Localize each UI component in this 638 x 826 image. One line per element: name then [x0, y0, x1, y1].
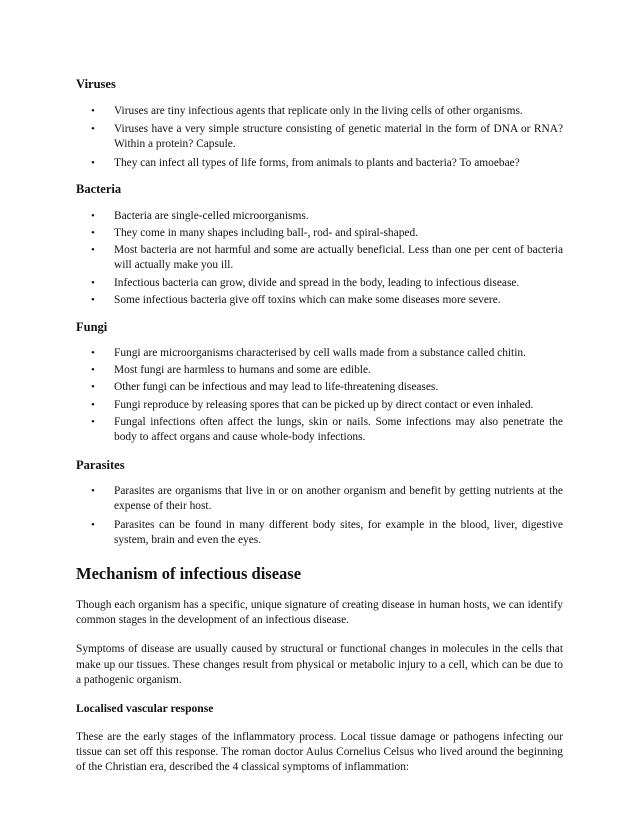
section-title-viruses: Viruses	[76, 77, 116, 91]
mechanism-paragraph-3: These are the early stages of the inflammatory process. Local tissue damage or pathogens infecting our tissue can set off this response. The roman doctor Aulus Cornelius Celsus who lived around the beginning of the Christian era, described the 4 classical symptoms of inflammation:	[76, 731, 563, 774]
document-page	[76, 76, 563, 776]
list-item: • Viruses have a very simple structure consisting of genetic material in the form of DNA or RNA? Within a protein? Capsule.	[91, 123, 563, 151]
bacteria-list	[76, 209, 563, 308]
section-title-bacteria: Bacteria	[76, 181, 122, 196]
fungi-list	[76, 346, 563, 445]
mechanism-paragraph-1: Though each organism has a specific, unique signature of creating disease in human hosts, we can identify common stages in the development of an infectious disease.	[76, 599, 563, 627]
bullet-icon: •	[91, 244, 95, 257]
list-item: • They can infect all types of life forms, from animals to plants and bacteria? To amoebae?	[76, 156, 563, 171]
list-item: • Fungi reproduce by releasing spores that can be picked up by direct contact or even inhaled.	[76, 398, 563, 413]
parasites-list	[76, 484, 563, 548]
list-item: • Most fungi are harmless to humans and some are edible.	[76, 363, 563, 378]
list-item: • They come in many shapes including ball-, rod- and spiral-shaped.	[76, 226, 563, 241]
viruses-list	[76, 104, 563, 171]
section-title-fungi: Fungi	[76, 320, 108, 335]
list-item: • Fungi are microorganisms characterised by cell walls made from a substance called chitin.	[76, 346, 563, 361]
bullet-icon: •	[91, 381, 95, 394]
list-item: • Other fungi can be infectious and may lead to life-threatening diseases.	[76, 380, 563, 395]
bullet-icon: •	[91, 123, 95, 136]
mechanism-heading: Mechanism of infectious disease	[76, 564, 302, 584]
bullet-icon: •	[91, 105, 95, 117]
bullet-icon: •	[91, 209, 95, 222]
bullet-icon: •	[91, 347, 95, 360]
list-item: • Viruses are tiny infectious agents that replicate only in the living cells of other organisms.	[76, 104, 563, 119]
list-item: • Parasites can be found in many different body sites, for example in the blood, liver, digestive system, brain and even the eyes.	[91, 518, 563, 546]
bullet-icon: •	[91, 276, 95, 289]
list-item: • Some infectious bacteria give off toxins which can make some diseases more severe.	[76, 293, 563, 308]
mechanism-paragraph-2: Symptoms of disease are usually caused by structural or functional changes in molecules in the cells that make up our tissues. These changes result from physical or metabolic injury to a cell, which can be due to a pathogenic organism.	[76, 643, 563, 686]
bullet-icon: •	[91, 364, 95, 377]
list-item: • Fungal infections often affect the lungs, skin or nails. Some infections may also penetrate the body to affect organs and cause whole-body infections.	[91, 415, 563, 444]
bullet-icon: •	[91, 227, 95, 240]
bullet-icon: •	[91, 518, 95, 531]
localised-vascular-response-heading: Localised vascular response	[76, 702, 214, 716]
section-title-parasites: Parasites	[76, 458, 125, 473]
bullet-icon: •	[91, 398, 95, 411]
bullet-icon: •	[91, 415, 95, 428]
list-item: • Infectious bacteria can grow, divide and spread in the body, leading to infectious disease.	[76, 276, 563, 291]
bullet-icon: •	[91, 293, 95, 306]
bullet-icon: •	[91, 485, 95, 498]
list-item: • Bacteria are single-celled microorganisms.	[76, 209, 563, 224]
list-item: • Most bacteria are not harmful and some are actually beneficial. Less than one per cent of bacteria will actually make you ill.	[91, 244, 563, 272]
list-item: • Parasites are organisms that live in or on another organism and benefit by getting nutrients at the expense of their host.	[91, 485, 563, 513]
bullet-icon: •	[91, 156, 95, 169]
